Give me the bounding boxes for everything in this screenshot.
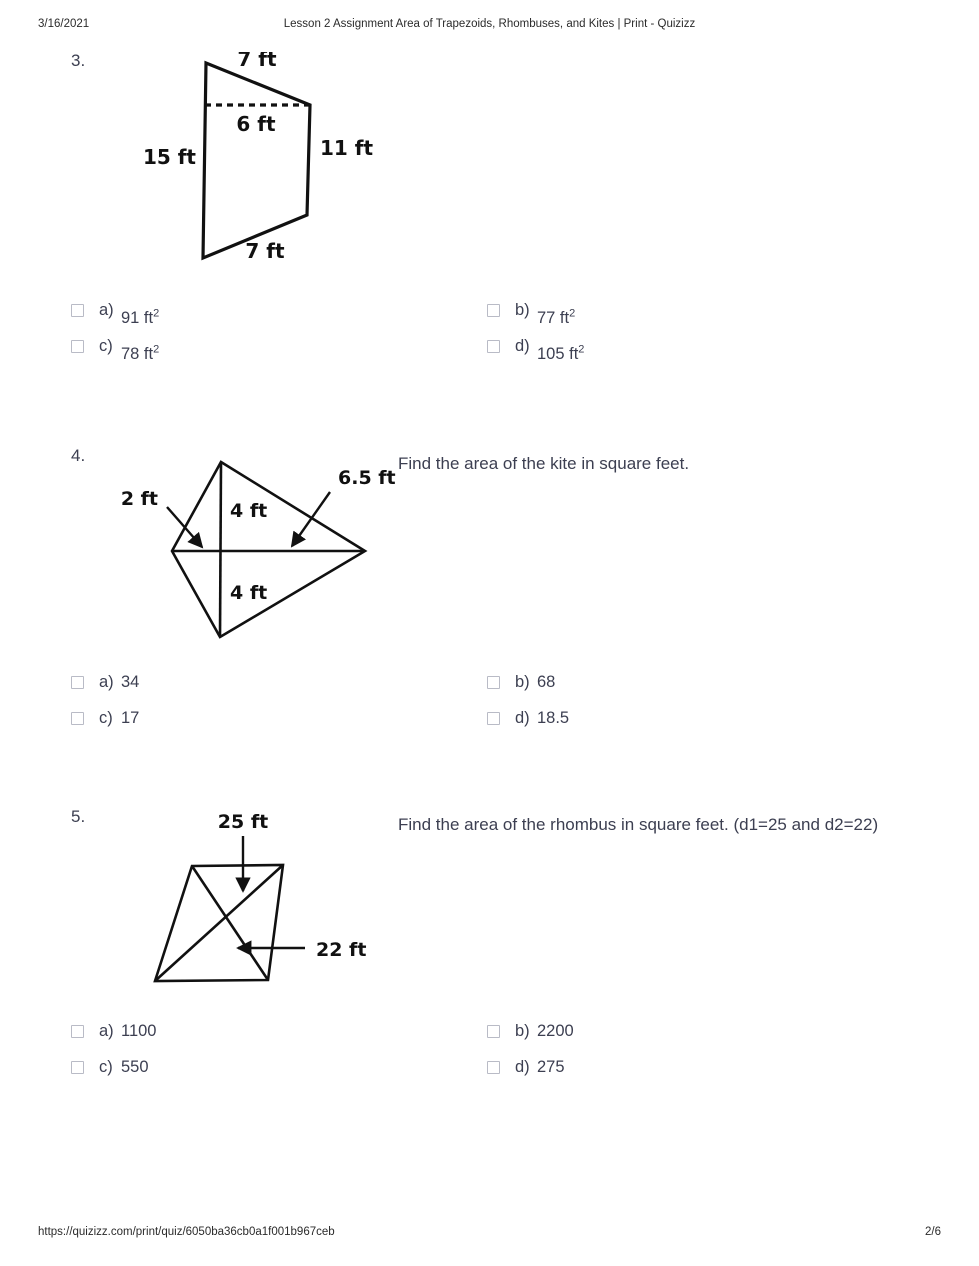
question-5-prompt: Find the area of the rhombus in square feet. (d1=25 and d2=22): [398, 815, 879, 834]
option-3c-letter: c): [99, 337, 113, 355]
option-4b-text: 68: [537, 673, 556, 691]
option-4d[interactable]: [487, 708, 877, 738]
option-5b[interactable]: [487, 1021, 877, 1051]
option-3d-letter: d): [515, 337, 530, 355]
option-4b-letter: b): [515, 673, 530, 691]
option-4a-letter: a): [99, 673, 114, 691]
option-5c-letter: c): [99, 1058, 113, 1076]
option-5b-text: 2200: [537, 1022, 574, 1040]
trapezoid-label-top: 7 ft: [237, 52, 277, 71]
checkbox-3a[interactable]: [71, 304, 84, 317]
header-title: Lesson 2 Assignment Area of Trapezoids, Rhombuses, and Kites | Print - Quizizz: [283, 18, 696, 30]
checkbox-5d[interactable]: [487, 1061, 500, 1074]
kite-label-upper-vertical: 4 ft: [230, 500, 268, 522]
trapezoid-label-dashed: 6 ft: [236, 112, 276, 136]
option-4c-text: 17: [121, 709, 140, 727]
kite-label-left: 2 ft: [120, 488, 158, 510]
option-4a[interactable]: [71, 672, 461, 702]
checkbox-3b[interactable]: [487, 304, 500, 317]
option-5b-letter: b): [515, 1022, 530, 1040]
question-3-number: 3.: [71, 51, 86, 70]
question-5-figure-rhombus: [120, 808, 410, 1003]
option-5c-text: 550: [121, 1058, 149, 1076]
option-5d-letter: d): [515, 1058, 530, 1076]
checkbox-4a[interactable]: [71, 676, 84, 689]
option-5d[interactable]: [487, 1057, 877, 1087]
question-4-number: 4.: [71, 446, 86, 465]
checkbox-5b[interactable]: [487, 1025, 500, 1038]
checkbox-4b[interactable]: [487, 676, 500, 689]
option-5a-text: 1100: [121, 1022, 157, 1040]
option-5a[interactable]: [71, 1021, 461, 1051]
option-4d-text: 18.5: [537, 709, 570, 727]
checkbox-4c[interactable]: [71, 712, 84, 725]
checkbox-3d[interactable]: [487, 340, 500, 353]
question-5-number: 5.: [71, 807, 86, 826]
option-4b[interactable]: [487, 672, 877, 702]
checkbox-4d[interactable]: [487, 712, 500, 725]
option-5a-letter: a): [99, 1022, 114, 1040]
question-3-figure-trapezoid: [120, 52, 410, 267]
question-4-prompt: Find the area of the kite in square feet.: [398, 454, 690, 473]
option-3d[interactable]: [487, 336, 877, 366]
option-3c-text: 78 $ft^2$: [121, 343, 160, 363]
option-3b[interactable]: [487, 300, 877, 330]
header-date: 3/16/2021: [38, 18, 90, 30]
kite-label-right: 6.5 ft: [338, 467, 396, 489]
option-3b-text: 77 $ft^2$: [537, 307, 576, 327]
footer-url: https://quizizz.com/print/quiz/6050ba36cb0a1f001b967ceb: [38, 1226, 335, 1238]
trapezoid-label-bottom: 7 ft: [245, 239, 285, 263]
checkbox-3c[interactable]: [71, 340, 84, 353]
option-4d-letter: d): [515, 709, 530, 727]
checkbox-5a[interactable]: [71, 1025, 84, 1038]
rhombus-label-diagonal-2: 22 ft: [316, 939, 367, 961]
option-3a-text: 91 $ft^2$: [121, 307, 160, 327]
option-3a[interactable]: [71, 300, 461, 330]
trapezoid-label-left: 15 ft: [142, 145, 196, 169]
option-4c-letter: c): [99, 709, 113, 727]
print-footer: [0, 1226, 979, 1242]
option-3d-text: 105 $ft^2$: [537, 343, 585, 363]
option-4c[interactable]: [71, 708, 461, 738]
option-5c[interactable]: [71, 1057, 461, 1087]
option-3b-letter: b): [515, 301, 530, 319]
footer-page-number: 2/6: [925, 1226, 941, 1238]
option-3a-letter: a): [99, 301, 114, 319]
trapezoid-label-right: 11 ft: [320, 136, 374, 160]
option-3c[interactable]: [71, 336, 461, 366]
kite-label-lower-vertical: 4 ft: [230, 582, 268, 604]
checkbox-5c[interactable]: [71, 1061, 84, 1074]
print-header: [0, 18, 979, 34]
option-5d-text: 275: [537, 1058, 565, 1076]
rhombus-label-diagonal-1: 25 ft: [217, 811, 269, 833]
question-4-figure-kite: [120, 447, 410, 647]
option-4a-text: 34: [121, 673, 140, 691]
